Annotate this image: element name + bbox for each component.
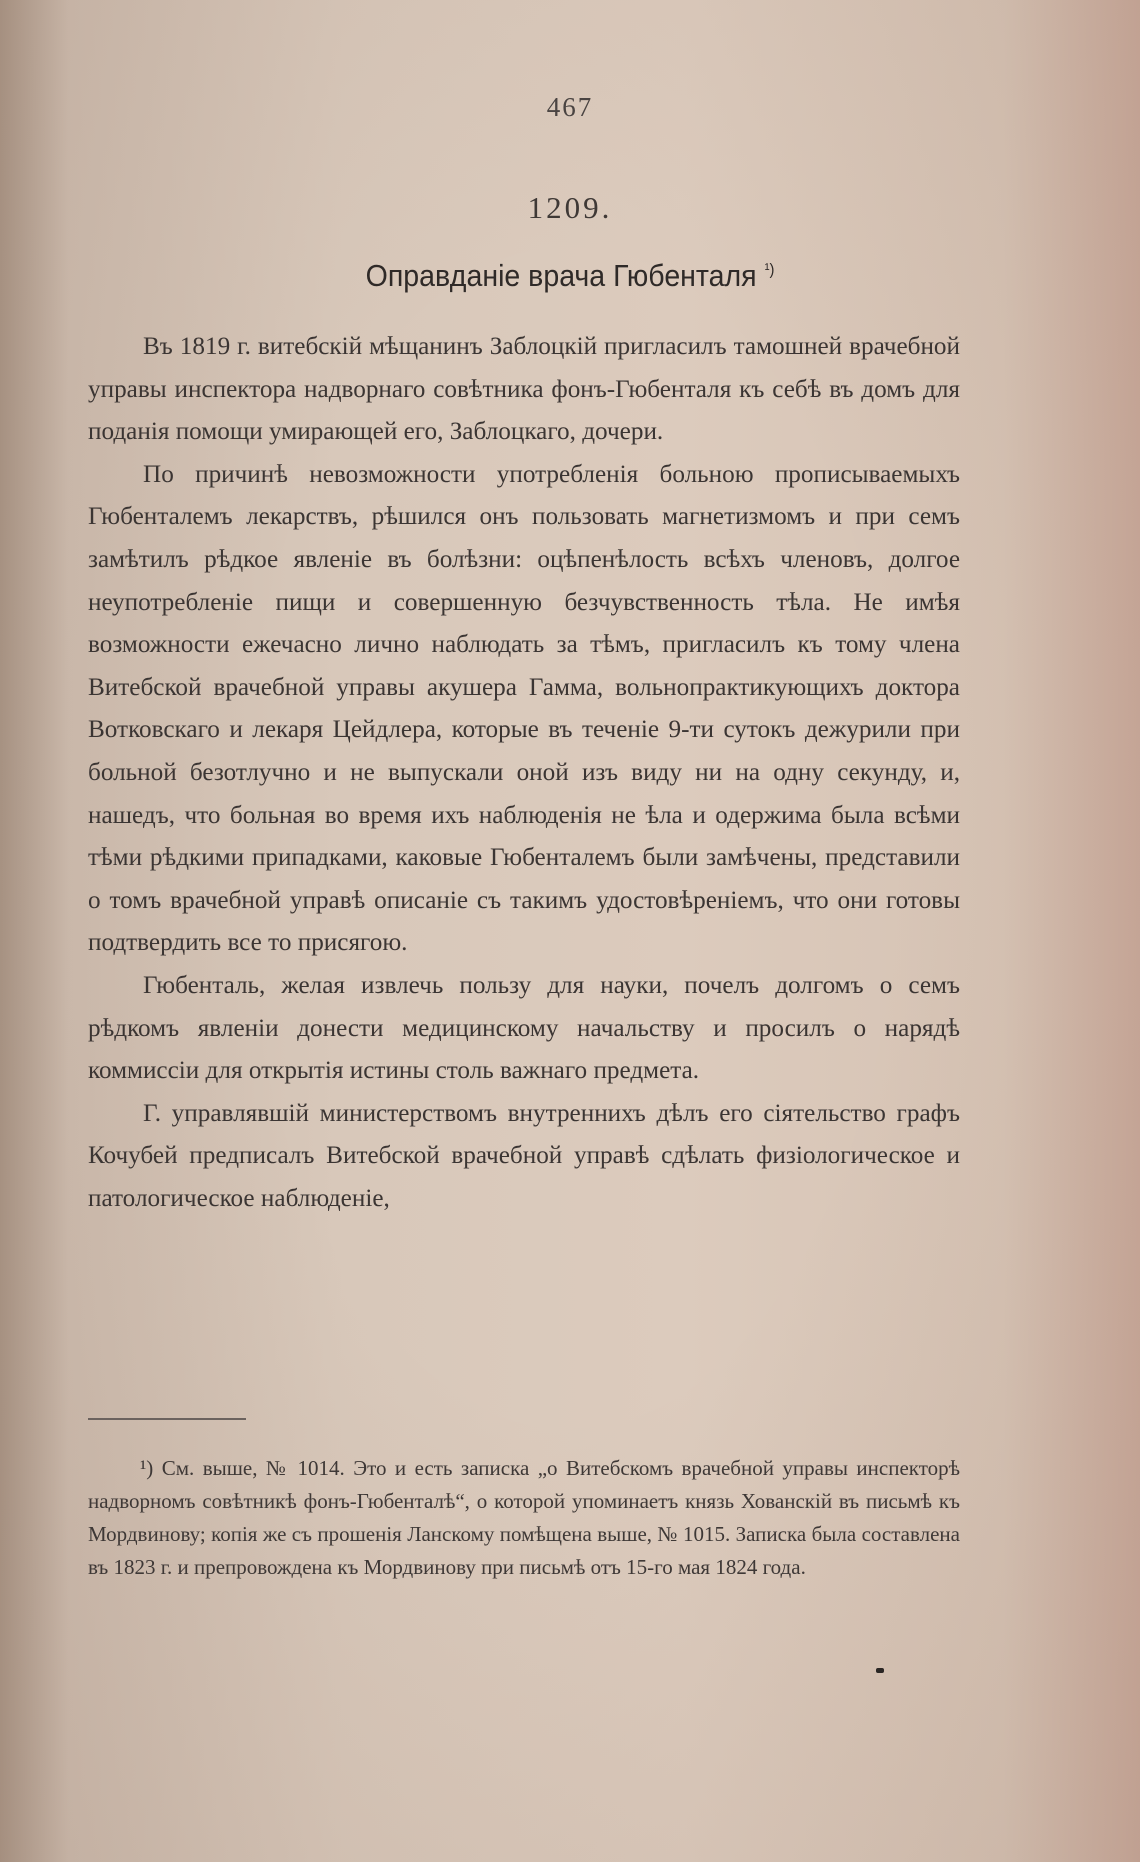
title-footnote-marker: ¹): [764, 261, 775, 279]
title-text: Оправданіе врача Гюбенталя: [365, 258, 757, 293]
paragraph-3: Гюбенталь, желая извлечь пользу для науки, почелъ долгомъ о семъ рѣдкомъ явленіи донести медицинскому начальству и просилъ о нарядѣ коммиссіи для открытія истины столь важнаго предмета.: [88, 971, 960, 1085]
footnote: ¹) См. выше, № 1014. Это и есть записка „о Витебскомъ врачебной управы инспекторѣ надворномъ совѣтникѣ фонъ-Гюбенталѣ“, о которой упоминаетъ князь Хованскій въ письмѣ къ Мордвинову; копія же съ прошенія Ланскому помѣщена выше, № 1015. Записка была составлена въ 1823 г. и препровождена къ Мордвинову при письмѣ отъ 15-го мая 1824 года.: [88, 1456, 960, 1579]
paragraph-2: По причинѣ невозможности употребленія больною прописываемыхъ Гюбенталемъ лекарствъ, рѣшился онъ пользовать магнетизмомъ и при семъ замѣтилъ рѣдкое явленіе въ болѣзни: оцѣпенѣлость всѣхъ членовъ, долгое неупотребленіе пищи и совершенную безчувственность тѣла. Не имѣя возможности ежечасно лично наблюдать за тѣмъ, пригласилъ къ тому члена Витебской врачебной управы акушера Гамма, вольнопрактикующихъ доктора Вотковскаго и лекаря Цейдлера, которые въ теченіе 9-ти сутокъ дежурили при больной безотлучно и не выпускали оной изъ виду ни на одну секунду, и, нашедъ, что больная во время ихъ наблюденія не ѣла и одержима была всѣми тѣми рѣдкими припадками, каковые Гюбенталемъ были замѣчены, представили о томъ врачебной управѣ описаніе съ такимъ удостовѣреніемъ, что они готовы подтвердить все то присягою.: [88, 460, 960, 957]
ink-speck: [876, 1668, 884, 1673]
paragraph-1: Въ 1819 г. витебскій мѣщанинъ Заблоцкій пригласилъ тамошней врачебной управы инспектора надворнаго совѣтника фонъ-Гюбенталя къ себѣ въ домъ для поданія помощи умирающей его, Заблоцкаго, дочери.: [88, 333, 960, 446]
document-title: [46, 258, 1095, 294]
body-text: [88, 326, 960, 1220]
paragraph-4: Г. управлявшій министерствомъ внутреннихъ дѣлъ его сіятельство графъ Кочубей предписалъ Витебской врачебной управѣ сдѣлать физіологическое и патологическое наблюденіе,: [88, 1099, 960, 1212]
footnote-divider: [88, 1418, 246, 1420]
page-number: 467: [546, 92, 594, 122]
document-number: 1209.: [527, 190, 613, 225]
